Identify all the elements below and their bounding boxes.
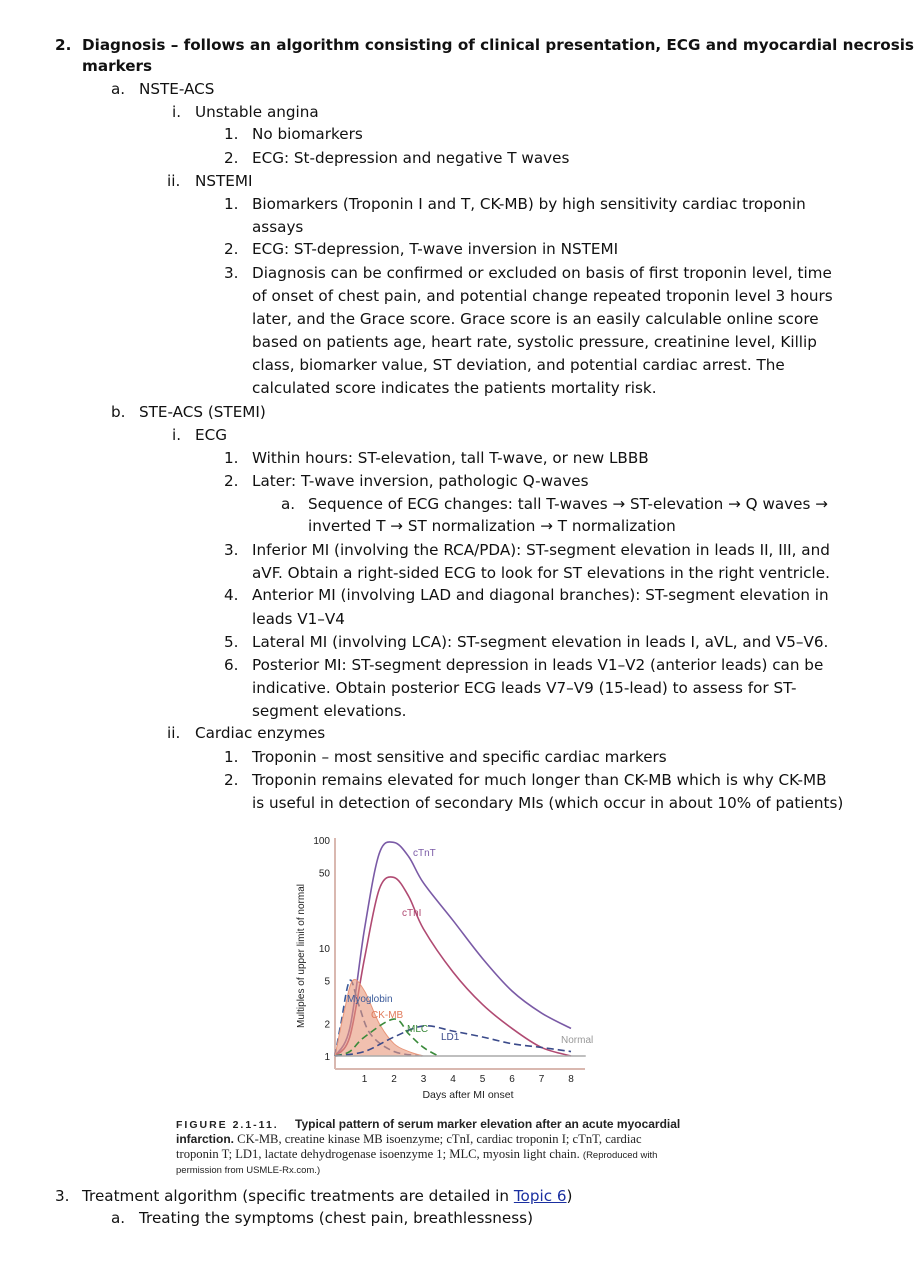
list-item-text: Later: T-wave inversion, pathologic Q-waves — [252, 472, 589, 490]
list-item-text: later, and the Grace score. Grace score is an easily calculable online score — [252, 310, 819, 328]
list-marker: 2. — [224, 472, 239, 490]
section-2-number: 2. — [55, 36, 72, 54]
list-marker: 2. — [224, 149, 239, 167]
list-item-text: Troponin – most sensitive and specific cardiac markers — [252, 748, 667, 766]
figure-caption-line — [176, 1162, 736, 1178]
x-tick-label: 2 — [391, 1074, 397, 1085]
figure-caption — [176, 1117, 736, 1133]
y-tick-label: 50 — [318, 868, 330, 880]
sub-list-marker: a. — [281, 495, 296, 513]
item-a-marker: a. — [111, 80, 126, 98]
y-tick-label: 10 — [318, 944, 330, 955]
figure-caption-line — [176, 1132, 736, 1147]
x-axis-label: Days after MI onset — [422, 1089, 514, 1101]
figure-credit-cont: permission from USMLE-Rx.com.) — [176, 1165, 321, 1176]
x-tick-label: 1 — [361, 1074, 368, 1085]
list-item-text: Diagnosis can be confirmed or excluded on basis of first troponin level, time — [252, 264, 832, 282]
section-2-heading: Diagnosis – follows an algorithm consisting of clinical presentation, ECG and myocardial necrosis — [82, 36, 914, 54]
section-3-number: 3. — [55, 1187, 70, 1205]
section-3-text-end: ) — [566, 1187, 573, 1205]
section-3-text: Treatment algorithm (specific treatments are detailed in — [82, 1187, 514, 1205]
figure-caption-text: CK-MB, creatine kinase MB isoenzyme; cTnI, cardiac troponin I; cTnT, cardiac — [237, 1132, 642, 1146]
y-tick-label: 2 — [324, 1019, 330, 1031]
figure-title-cont: infarction. — [176, 1132, 235, 1146]
list-item-text: Within hours: ST-elevation, tall T-wave, or new LBBB — [252, 449, 649, 467]
figure-title: Typical pattern of serum marker elevation after an acute myocardial — [295, 1117, 681, 1131]
list-marker: 2. — [224, 771, 239, 789]
x-tick-label: 8 — [568, 1074, 574, 1085]
item-a-i-title: Unstable angina — [195, 103, 319, 121]
list-item-text: Lateral MI (involving LCA): ST-segment elevation in leads I, aVL, and V5–V6. — [252, 633, 829, 651]
figure-label: FIGURE 2.1-11. — [176, 1119, 279, 1131]
section-2-heading-cont: markers — [82, 57, 153, 75]
list-marker: 5. — [224, 633, 239, 651]
x-tick-label: 4 — [450, 1074, 456, 1085]
list-item-text: class, biomarker value, ST deviation, and potential cardiac arrest. The — [252, 356, 785, 374]
series-label-normal: Normal — [561, 1035, 594, 1046]
y-tick-label: 1 — [324, 1052, 330, 1063]
figure-caption-text: troponin T; LD1, lactate dehydrogenase isoenzyme 1; MLC, myosin light chain. — [176, 1147, 580, 1161]
item-b-marker: b. — [111, 403, 126, 421]
list-item-text: is useful in detection of secondary MIs (which occur in about 10% of patients) — [252, 794, 844, 812]
list-item-text: Inferior MI (involving the RCA/PDA): ST-segment elevation in leads II, III, and — [252, 541, 830, 559]
item-b-ii-marker: ii. — [167, 724, 181, 742]
item-a-ii-marker: ii. — [167, 172, 181, 190]
item-b-i-title: ECG — [195, 426, 227, 444]
series-label-ctni: cTnI — [402, 908, 422, 919]
list-item-text: No biomarkers — [252, 125, 363, 143]
series-label-mlc: MLC — [407, 1024, 429, 1035]
figure-caption-line — [176, 1147, 736, 1163]
sub-list-text: Sequence of ECG changes: tall T-waves → ST-elevation → Q waves → — [308, 495, 828, 513]
x-tick-label: 6 — [509, 1074, 515, 1085]
item-b-title: STE-ACS (STEMI) — [139, 403, 266, 421]
list-item-text: leads V1–V4 — [252, 610, 345, 628]
list-item-text: calculated score indicates the patients mortality risk. — [252, 379, 657, 397]
list-item-text: assays — [252, 218, 304, 236]
list-marker: 6. — [224, 656, 239, 674]
list-marker: 3. — [224, 264, 239, 282]
item-a-ii-title: NSTEMI — [195, 172, 253, 190]
list-item-text: Troponin remains elevated for much longer than CK-MB which is why CK-MB — [252, 771, 827, 789]
list-item-text: Biomarkers (Troponin I and T, CK-MB) by high sensitivity cardiac troponin — [252, 195, 806, 213]
list-item-text: based on patients age, heart rate, systolic pressure, creatinine level, Killip — [252, 333, 817, 351]
item-b-i-marker: i. — [172, 426, 182, 444]
y-tick-label: 100 — [313, 836, 330, 847]
item-b-ii-title: Cardiac enzymes — [195, 724, 326, 742]
list-marker: 1. — [224, 449, 239, 467]
list-marker: 3. — [224, 541, 239, 559]
list-marker: 4. — [224, 586, 239, 604]
x-tick-label: 5 — [479, 1074, 486, 1085]
list-item-text: of onset of chest pain, and potential change repeated troponin level 3 hours — [252, 287, 833, 305]
list-item-text: Anterior MI (involving LAD and diagonal branches): ST-segment elevation in — [252, 586, 829, 604]
series-label-ld1: LD1 — [441, 1032, 460, 1043]
list-marker: 1. — [224, 748, 239, 766]
x-tick-label: 3 — [420, 1074, 427, 1085]
list-item-text: indicative. Obtain posterior ECG leads V7–V9 (15-lead) to assess for ST- — [252, 679, 797, 697]
item-3a-marker: a. — [111, 1209, 126, 1227]
x-tick-label: 7 — [538, 1074, 545, 1085]
list-item-text: Posterior MI: ST-segment depression in leads V1–V2 (anterior leads) can be — [252, 656, 824, 674]
list-item-text: aVF. Obtain a right-sided ECG to look for ST elevations in the right ventricle. — [252, 564, 830, 582]
list-marker: 1. — [224, 195, 239, 213]
list-item-text: ECG: ST-depression, T-wave inversion in NSTEMI — [252, 240, 619, 258]
section-3-heading — [82, 1186, 572, 1206]
y-tick-label: 5 — [324, 976, 330, 988]
item-a-title: NSTE-ACS — [139, 80, 215, 98]
serum-marker-chart — [285, 828, 605, 1106]
list-marker: 2. — [224, 240, 239, 258]
figure-credit: (Reproduced with — [582, 1150, 658, 1161]
y-axis-label: Multiples of upper limit of normal — [296, 884, 307, 1028]
item-a-i-marker: i. — [172, 103, 182, 121]
list-marker: 1. — [224, 125, 239, 143]
series-label-myoglobin: Myoglobin — [347, 994, 393, 1005]
sub-list-text: inverted T → ST normalization → T normalization — [308, 517, 676, 535]
item-3a-title: Treating the symptoms (chest pain, breathlessness) — [139, 1209, 534, 1227]
list-item-text: ECG: St-depression and negative T waves — [252, 149, 570, 167]
list-item-text: segment elevations. — [252, 702, 407, 720]
topic-6-link[interactable]: Topic 6 — [513, 1187, 567, 1205]
series-label-ctnt: cTnT — [413, 848, 436, 859]
series-label-ck-mb: CK-MB — [371, 1010, 404, 1021]
